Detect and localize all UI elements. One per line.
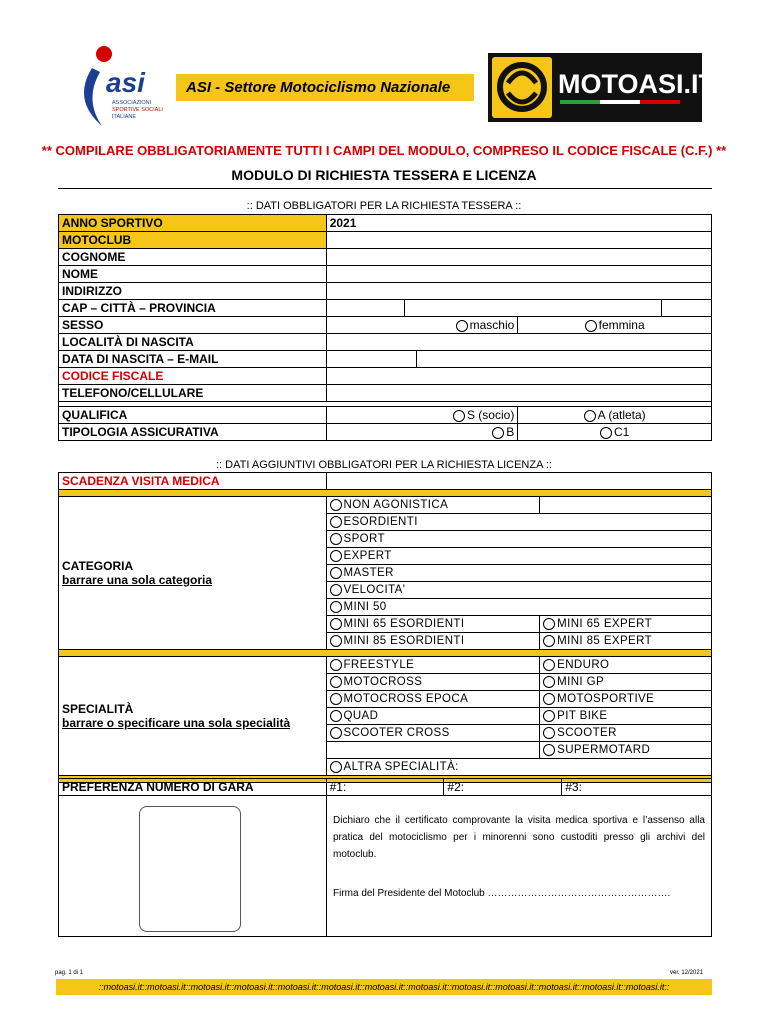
radio-icon[interactable] bbox=[330, 659, 342, 671]
spec-label: ENDURO bbox=[557, 659, 610, 672]
label-specialita: SPECIALITÀ bbox=[62, 702, 134, 716]
label-anno-sportivo: ANNO SPORTIVO bbox=[59, 215, 327, 232]
cat-label: VELOCITA' bbox=[343, 584, 406, 597]
radio-icon[interactable] bbox=[453, 410, 465, 422]
data-nascita-field[interactable] bbox=[326, 351, 416, 368]
anno-value[interactable]: 2021 bbox=[326, 215, 711, 232]
label-data-nascita: DATA DI NASCITA – E-MAIL bbox=[59, 351, 327, 368]
form-title: MODULO DI RICHIESTA TESSERA E LICENZA bbox=[231, 167, 537, 183]
label-indirizzo: INDIRIZZO bbox=[59, 283, 327, 300]
cat-label: MINI 85 EXPERT bbox=[557, 635, 653, 648]
specialita-label-cell bbox=[59, 657, 327, 776]
radio-icon[interactable] bbox=[543, 727, 555, 739]
motoasi-logo-text: MOTOASI.IT bbox=[558, 69, 702, 99]
tip-b-label: B bbox=[506, 425, 515, 439]
radio-icon[interactable] bbox=[543, 676, 555, 688]
signature-line[interactable]: Firma del Presidente del Motoclub ………………………………………………. bbox=[333, 888, 671, 899]
label-specialita-sub: barrare o specificare una sola specialità bbox=[62, 716, 291, 730]
radio-icon[interactable] bbox=[330, 499, 342, 511]
cat-label: MINI 85 ESORDIENTI bbox=[343, 635, 465, 648]
spec-enduro[interactable] bbox=[540, 657, 712, 674]
row-anno bbox=[59, 215, 712, 232]
cat-label: MASTER bbox=[343, 567, 394, 580]
cat-label: SPORT bbox=[343, 533, 385, 546]
atleta-label: A (atleta) bbox=[597, 408, 646, 422]
motoasi-logo bbox=[488, 53, 702, 122]
scadenza-field[interactable] bbox=[326, 473, 712, 490]
radio-icon[interactable] bbox=[330, 693, 342, 705]
radio-icon[interactable] bbox=[543, 618, 555, 630]
label-scadenza: SCADENZA VISITA MEDICA bbox=[59, 473, 327, 490]
yellow-separator bbox=[59, 490, 712, 497]
label-categoria-sub: barrare una sola categoria bbox=[62, 573, 213, 587]
svg-text:SPORTIVE SOCIALI: SPORTIVE SOCIALI bbox=[112, 107, 163, 113]
photo-box[interactable] bbox=[139, 806, 241, 932]
label-motoclub: MOTOCLUB bbox=[59, 232, 327, 249]
radio-icon[interactable] bbox=[543, 710, 555, 722]
title-underline bbox=[58, 188, 712, 189]
cat-mini85-expert[interactable] bbox=[540, 633, 712, 650]
svg-text:ASSOCIAZIONI: ASSOCIAZIONI bbox=[112, 100, 152, 106]
radio-icon[interactable] bbox=[543, 659, 555, 671]
codice-fiscale-field[interactable] bbox=[326, 368, 711, 385]
row-motoclub bbox=[59, 232, 712, 249]
radio-icon[interactable] bbox=[456, 320, 468, 332]
declaration-text: Dichiaro che il certificato comprovante la visita medica sportiva e l’assenso alla pratica del motociclismo per i minorenni sono custoditi presso gli archivi del motoclub. bbox=[333, 815, 705, 860]
motoclub-field[interactable] bbox=[326, 232, 711, 249]
radio-icon[interactable] bbox=[330, 761, 342, 773]
cat-esordienti[interactable] bbox=[326, 514, 712, 531]
yellow-separator bbox=[59, 650, 712, 657]
radio-icon[interactable] bbox=[584, 410, 596, 422]
indirizzo-field[interactable] bbox=[326, 283, 711, 300]
cat-mini85-esordienti[interactable] bbox=[326, 633, 540, 650]
spec-label: QUAD bbox=[343, 710, 379, 723]
telefono-field[interactable] bbox=[326, 385, 711, 402]
spec-minigp[interactable] bbox=[540, 674, 712, 691]
spec-label: SCOOTER CROSS bbox=[343, 727, 450, 740]
spec-label: SCOOTER bbox=[557, 727, 617, 740]
svg-text:ITALIANE: ITALIANE bbox=[112, 114, 137, 120]
cat-master[interactable] bbox=[326, 565, 712, 582]
femmina-label: femmina bbox=[598, 318, 645, 332]
header-banner: ASI - Settore Motociclismo Nazionale bbox=[176, 74, 474, 101]
cat-label: MINI 50 bbox=[343, 601, 387, 614]
radio-icon[interactable] bbox=[330, 618, 342, 630]
licenza-table bbox=[58, 472, 712, 783]
email-field[interactable] bbox=[416, 351, 711, 368]
section2-heading: :: DATI AGGIUNTIVI OBBLIGATORI PER LA RICHIESTA LICENZA :: bbox=[216, 459, 552, 471]
radio-icon[interactable] bbox=[585, 320, 597, 332]
option-atleta[interactable] bbox=[518, 407, 712, 424]
cat-mini65-expert[interactable] bbox=[540, 616, 712, 633]
cat-label: EXPERT bbox=[343, 550, 392, 563]
label-cap: CAP – CITTÀ – PROVINCIA bbox=[59, 300, 327, 317]
footer-bar: ::motoasi.it::motoasi.it::motoasi.it::motoasi.it::motoasi.it::motoasi.it::motoasi.it::motoasi.it::motoasi.it::motoasi.it::motoasi.it::motoasi.it::motoasi.it:: bbox=[56, 979, 712, 995]
cat-label: MINI 65 EXPERT bbox=[557, 618, 653, 631]
label-tipologia: TIPOLOGIA ASSICURATIVA bbox=[59, 424, 327, 441]
option-socio[interactable] bbox=[326, 407, 518, 424]
citta-field[interactable] bbox=[404, 300, 661, 317]
label-categoria: CATEGORIA bbox=[62, 559, 134, 573]
gara-n1[interactable]: #1: bbox=[326, 779, 444, 796]
label-preferenza: PREFERENZA NUMERO DI GARA bbox=[59, 779, 327, 796]
cat-velocita[interactable] bbox=[326, 582, 712, 599]
spec-label: ALTRA SPECIALITÀ: bbox=[343, 761, 459, 774]
asi-logo bbox=[62, 40, 172, 132]
gara-n3[interactable]: #3: bbox=[562, 779, 712, 796]
option-tipologia-c1[interactable] bbox=[518, 424, 712, 441]
option-femmina[interactable] bbox=[518, 317, 712, 334]
radio-icon[interactable] bbox=[330, 676, 342, 688]
cat-mini65-esordienti[interactable] bbox=[326, 616, 540, 633]
cap-field[interactable] bbox=[326, 300, 404, 317]
radio-icon[interactable] bbox=[330, 635, 342, 647]
cat-label: MINI 65 ESORDIENTI bbox=[343, 618, 465, 631]
radio-icon[interactable] bbox=[600, 427, 612, 439]
spec-motocross[interactable] bbox=[326, 674, 540, 691]
radio-icon[interactable] bbox=[543, 744, 555, 756]
spec-scooter[interactable] bbox=[540, 725, 712, 742]
tessera-table bbox=[58, 214, 712, 441]
radio-icon[interactable] bbox=[330, 533, 342, 545]
label-localita: LOCALITÀ DI NASCITA bbox=[59, 334, 327, 351]
spec-label: MOTOCROSS bbox=[343, 676, 423, 689]
label-sesso: SESSO bbox=[59, 317, 327, 334]
radio-icon[interactable] bbox=[543, 635, 555, 647]
radio-icon[interactable] bbox=[543, 693, 555, 705]
spec-scooter-cross[interactable] bbox=[326, 725, 540, 742]
spec-label: MINI GP bbox=[557, 676, 605, 689]
spec-label: FREESTYLE bbox=[343, 659, 415, 672]
cat-non-agonistica[interactable] bbox=[326, 497, 540, 514]
spec-label: MOTOSPORTIVE bbox=[557, 693, 655, 706]
label-codice-fiscale: CODICE FISCALE bbox=[59, 368, 327, 385]
localita-field[interactable] bbox=[326, 334, 711, 351]
option-maschio[interactable] bbox=[326, 317, 518, 334]
spec-label: MOTOCROSS EPOCA bbox=[343, 693, 469, 706]
radio-icon[interactable] bbox=[492, 427, 504, 439]
spec-motosportive[interactable] bbox=[540, 691, 712, 708]
option-tipologia-b[interactable] bbox=[326, 424, 518, 441]
spec-pitbike[interactable] bbox=[540, 708, 712, 725]
tip-c1-label: C1 bbox=[613, 425, 630, 439]
asi-logo-text: asi bbox=[106, 67, 145, 98]
label-telefono: TELEFONO/CELLULARE bbox=[59, 385, 327, 402]
radio-icon[interactable] bbox=[330, 601, 342, 613]
label-nome: NOME bbox=[59, 266, 327, 283]
maschio-label: maschio bbox=[469, 318, 515, 332]
radio-icon[interactable] bbox=[330, 727, 342, 739]
label-qualifica: QUALIFICA bbox=[59, 407, 327, 424]
spec-altra[interactable] bbox=[326, 759, 712, 776]
label-cognome: COGNOME bbox=[59, 249, 327, 266]
spec-supermotard[interactable] bbox=[540, 742, 712, 759]
radio-icon[interactable] bbox=[330, 516, 342, 528]
spec-quad[interactable] bbox=[326, 708, 540, 725]
radio-icon[interactable] bbox=[330, 584, 342, 596]
radio-icon[interactable] bbox=[330, 710, 342, 722]
radio-icon[interactable] bbox=[330, 567, 342, 579]
version-label: ver. 12/2021 bbox=[670, 970, 704, 976]
cat-expert[interactable] bbox=[326, 548, 712, 565]
radio-icon[interactable] bbox=[330, 550, 342, 562]
cat-mini50[interactable] bbox=[326, 599, 712, 616]
spec-label: SUPERMOTARD bbox=[557, 744, 651, 757]
spec-empty bbox=[326, 742, 540, 759]
section1-heading: :: DATI OBBLIGATORI PER LA RICHIESTA TESSERA :: bbox=[246, 200, 522, 212]
cat-label: NON AGONISTICA bbox=[343, 499, 449, 512]
cat-label: ESORDIENTI bbox=[343, 516, 418, 529]
cognome-field[interactable] bbox=[326, 249, 711, 266]
categoria-label-cell bbox=[59, 497, 327, 650]
page-number: pag. 1 di 1 bbox=[55, 970, 84, 976]
cat-sport[interactable] bbox=[326, 531, 712, 548]
spec-motocross-epoca[interactable] bbox=[326, 691, 540, 708]
provincia-field[interactable] bbox=[662, 300, 712, 317]
nome-field[interactable] bbox=[326, 266, 711, 283]
gara-n2[interactable]: #2: bbox=[444, 779, 562, 796]
spec-label: PIT BIKE bbox=[557, 710, 608, 723]
spec-freestyle[interactable] bbox=[326, 657, 540, 674]
socio-label: S (socio) bbox=[466, 408, 515, 422]
warning-text: ** COMPILARE OBBLIGATORIAMENTE TUTTI I CAMPI DEL MODULO, COMPRESO IL CODICE FISCALE (C.F.) ** bbox=[41, 143, 727, 158]
cat-empty bbox=[540, 497, 712, 514]
